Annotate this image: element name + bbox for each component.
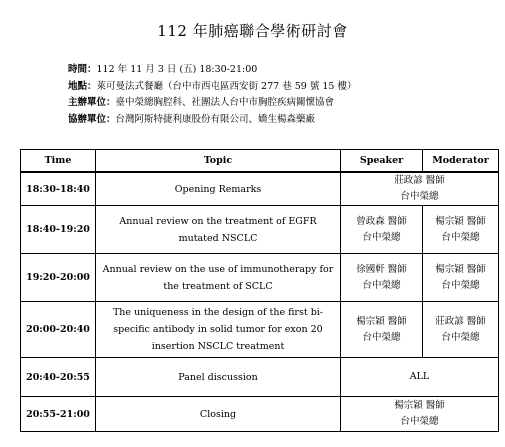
moderator-affiliation: 台中榮總 [441, 231, 480, 243]
header-speaker: Speaker [341, 150, 423, 173]
person-name: 楊宗穎 醫師 [394, 400, 445, 411]
table-row [21, 358, 499, 397]
moderator-affiliation: 台中榮總 [441, 331, 480, 343]
row-time: 20:00-20:40 [21, 302, 96, 358]
speaker-affiliation: 台中榮總 [362, 331, 401, 343]
row-speaker-moderator [341, 397, 499, 432]
moderator-name: 楊宗穎 醫師 [435, 215, 486, 227]
row-time: 18:40-19:20 [21, 206, 96, 254]
row-moderator [423, 302, 499, 358]
event-info [68, 62, 356, 128]
page-title: 112 年肺癌聯合學術研討會 [157, 22, 348, 40]
schedule-table [20, 149, 499, 432]
speaker-affiliation: 台中榮總 [362, 279, 401, 291]
info-place-label: 地點： [68, 80, 97, 92]
table-row [21, 172, 499, 206]
info-time-label: 時間： [68, 64, 97, 75]
row-speaker [341, 302, 423, 358]
table-row [21, 302, 499, 358]
speaker-name: 徐國軒 醫師 [356, 263, 407, 275]
row-topic: Panel discussion [96, 358, 341, 397]
row-time: 19:20-20:00 [21, 254, 96, 302]
speaker-name: 楊宗穎 醫師 [356, 315, 407, 327]
table-row [21, 206, 499, 254]
row-speaker-moderator [341, 172, 499, 206]
person-affiliation: 台中榮總 [400, 191, 439, 202]
info-place-row [68, 79, 356, 96]
moderator-name: 莊政諺 醫師 [435, 315, 486, 327]
row-topic: Annual review on the treatment of EGFR mutated NSCLC [96, 206, 341, 254]
info-co-label: 協辦單位： [68, 113, 116, 125]
header-moderator: Moderator [423, 150, 499, 173]
row-moderator [423, 254, 499, 302]
row-moderator [423, 206, 499, 254]
row-speaker [341, 206, 423, 254]
info-host-row [68, 95, 356, 112]
row-topic: Opening Remarks [96, 172, 341, 206]
row-time: 20:40-20:55 [21, 358, 96, 397]
moderator-name: 楊宗穎 醫師 [435, 263, 486, 275]
table-row [21, 254, 499, 302]
row-speaker [341, 254, 423, 302]
speaker-affiliation: 台中榮總 [362, 231, 401, 243]
info-co-row [68, 112, 356, 129]
row-topic: The uniqueness in the design of the first bi-specific antibody in solid tumor for exon 20 insertion NSCLC treatment [96, 302, 341, 358]
row-topic: Annual review on the use of immunotherapy for the treatment of SCLC [96, 254, 341, 302]
header-topic: Topic [96, 150, 341, 173]
info-host-label: 主辦單位： [68, 97, 116, 108]
person-name: ALL [409, 371, 430, 382]
speaker-name: 曾政森 醫師 [356, 215, 407, 227]
info-time-row [68, 62, 356, 79]
header-time: Time [21, 150, 96, 173]
row-topic: Closing [96, 397, 341, 432]
info-time-value: 112 年 11 月 3 日 (五) 18:30-21:00 [96, 64, 258, 75]
moderator-affiliation: 台中榮總 [441, 279, 480, 291]
table-header-row [21, 150, 499, 173]
info-co-value: 台灣阿斯特捷利康股份有限公司、嬌生楊森藥廠 [115, 113, 316, 125]
info-place-value: 萊可曼法式餐廳（台中市西屯區西安街 277 巷 59 號 15 樓） [96, 80, 357, 92]
row-time: 18:30-18:40 [21, 172, 96, 206]
person-name: 莊政諺 醫師 [394, 175, 445, 186]
row-time: 20:55-21:00 [21, 397, 96, 432]
row-speaker-moderator [341, 358, 499, 397]
table-row [21, 397, 499, 432]
person-affiliation: 台中榮總 [400, 416, 439, 427]
info-host-value: 臺中榮總胸腔科、社團法人台中市胸腔疾病關懷協會 [115, 97, 335, 108]
